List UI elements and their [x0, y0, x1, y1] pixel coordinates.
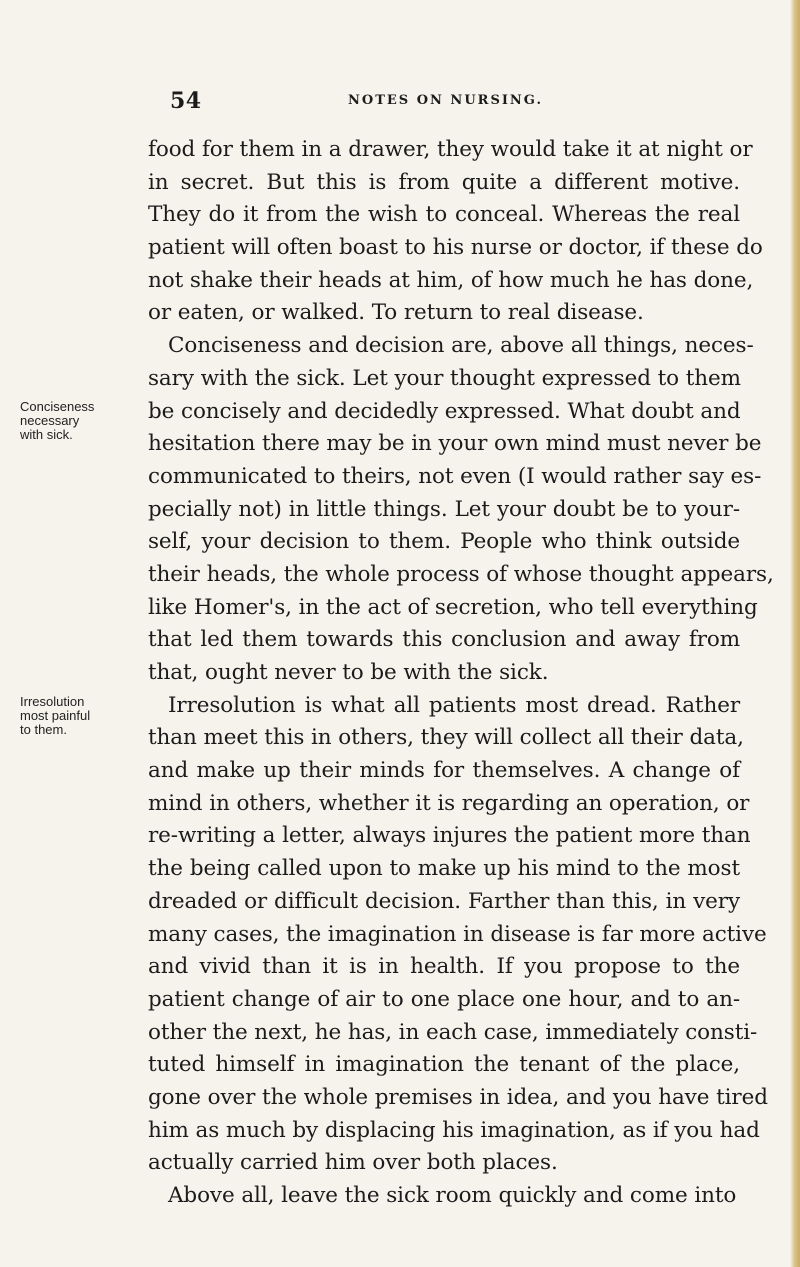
text-line: their heads, the whole process of whose thought appears,	[148, 561, 774, 587]
paragraph-start: Above all, leave the sick room quickly and come into	[168, 1183, 737, 1208]
text-line: re-writing a letter, always injures the patient more than	[148, 823, 751, 849]
text-line: not shake their heads at him, of how much he has done,	[148, 267, 754, 293]
margin-note-irresolution: Irresolution most painful to them.	[20, 694, 91, 737]
text-line: hesitation there may be in your own mind must never be	[148, 431, 762, 457]
text-line: tuted himself in imagination the tenant of the place,	[148, 1052, 740, 1078]
page-number: 54	[170, 88, 202, 114]
text-line: gone over the whole premises in idea, and you have tired	[148, 1084, 768, 1110]
text-line: and make up their minds for themselves. A change of	[148, 758, 740, 784]
text-line: food for them in a drawer, they would take it at night or	[148, 137, 753, 162]
text-line: than meet this in others, they will collect all their data,	[148, 725, 744, 751]
text-line: be concisely and decidedly expressed. What doubt and	[148, 398, 741, 424]
text-line: sary with the sick. Let your thought expressed to them	[148, 365, 741, 391]
page-edge	[790, 0, 800, 1267]
text-line: the being called upon to make up his mind to the most	[148, 856, 740, 882]
paragraph-start: Conciseness and decision are, above all things, neces-	[168, 333, 754, 359]
text-line: actually carried him over both places.	[148, 1150, 558, 1176]
text-line: many cases, the imagination in disease is far more active	[148, 921, 767, 947]
text-line: or eaten, or walked. To return to real disease.	[148, 300, 644, 326]
text-line: him as much by displacing his imagination, as if you had	[148, 1117, 760, 1143]
text-line: like Homer's, in the act of secretion, who tell everything	[148, 594, 758, 620]
text-line: patient will often boast to his nurse or doctor, if these do	[148, 235, 763, 261]
text-line: self, your decision to them. People who think outside	[148, 529, 740, 555]
text-line: in secret. But this is from quite a different motive.	[148, 169, 740, 195]
text-line: They do it from the wish to conceal. Whereas the real	[148, 202, 740, 228]
text-line: pecially not) in little things. Let your doubt be to your-	[148, 496, 740, 522]
running-title: NOTES ON NURSING.	[348, 93, 543, 108]
text-line: dreaded or difficult decision. Farther than this, in very	[148, 888, 740, 914]
text-line: communicated to theirs, not even (I would rather say es-	[148, 463, 762, 489]
text-line: mind in others, whether it is regarding an operation, or	[148, 790, 750, 816]
text-line: and vivid than it is in health. If you propose to the	[148, 954, 740, 980]
text-line: other the next, he has, in each case, immediately consti-	[148, 1019, 758, 1045]
paragraph-start: Irresolution is what all patients most dread. Rather	[168, 692, 740, 718]
text-line: patient change of air to one place one hour, and to an-	[148, 986, 740, 1012]
body-text	[148, 134, 774, 1213]
page-header	[170, 88, 590, 116]
text-line: that led them towards this conclusion and away from	[148, 627, 740, 653]
text-line: that, ought never to be with the sick.	[148, 660, 549, 685]
margin-note-conciseness: Conciseness necessary with sick.	[20, 399, 95, 442]
